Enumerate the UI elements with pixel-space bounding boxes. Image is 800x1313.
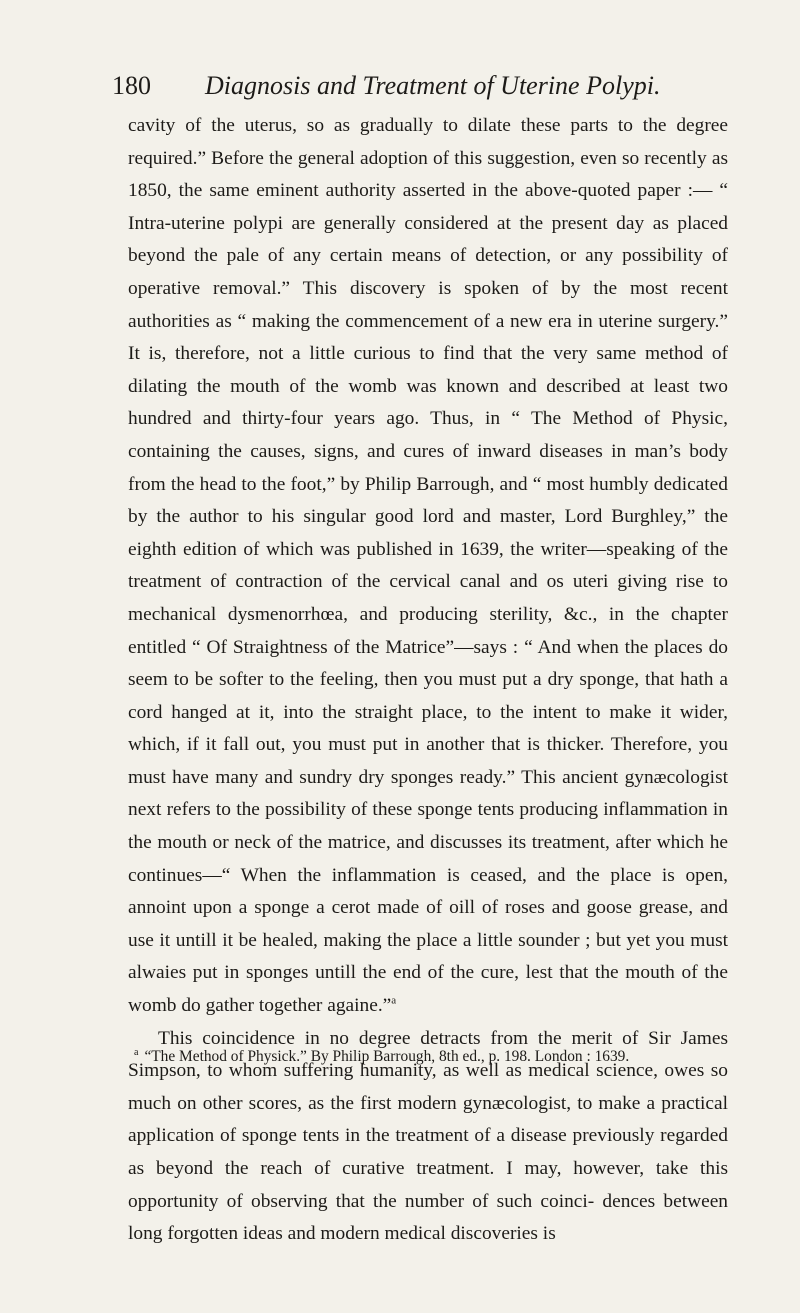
page-number: 180 <box>112 71 151 100</box>
running-title: Diagnosis and Treatment of Uterine Polypi. <box>205 71 661 100</box>
body-text <box>128 110 728 1251</box>
footnote-reference: a <box>391 994 397 1007</box>
paragraph-text: cavity of the uterus, so as gradually to dilate these parts to the degree required.” Before the general adoption of this suggestion, even so recently as 1850, the same eminent authority asserted in the above-quoted paper :— “ Intra-uterine polypi are generally considered at the present day as placed beyond the pale of any certain means of detection, or any possibility of operative removal.” This discovery is spoken of by the most recent authorities as “ making the commencement of a new era in uterine surgery.” It is, therefore, not a little curious to find that the very same method of dilating the mouth of the womb was known and described at least two hundred and thirty-four years ago. Thus, in “ The Method of Physic, containing the causes, signs, and cures of inward diseases in man’s body from the head to the foot,” by Philip Barrough, and “ most humbly dedicated by the author to his singular good lord and master, Lord Burghley,” the eighth edition of which was published in 1639, the writer—speaking of the treatment of contraction of the cervical canal and os uteri giving rise to mechanical dysmenorrhœa, and producing sterility, &c., in the chapter entitled “ Of Straightness of the Matrice”—says : “ And when the places do seem to be softer to the feeling, then you must put a dry sponge, that hath a cord hanged at it, into the straight place, to the intent to make it wider, which, if it fall out, you must put in another that is thicker. Therefore, you must have many and sundry dry sponges ready.” This ancient gynæcologist next refers to the possibility of these sponge tents producing inflammation in the mouth or neck of the matrice, and discusses its treatment, after which he continues—“ When the inflammation is ceased, and the place is open, annoint upon a sponge a cerot made of oill of roses and goose grease, and use it untill it be healed, making the place a little sounder ; but yet you must alwaies put in sponges untill the end of the cure, lest that the mouth of the womb do gather together againe.” <box>128 115 728 1017</box>
footnote-text: “The Method of Physick.” By Philip Barrough, 8th ed., p. 198. London : 1639. <box>144 1048 630 1065</box>
footnote <box>134 1046 734 1068</box>
footnote-marker: a <box>134 1046 139 1058</box>
page-header <box>112 66 732 106</box>
paragraph <box>128 110 728 1023</box>
paragraph-text: This coincidence in no degree detracts from the merit of Sir James Simpson, to whom suffering humanity, as well as medical science, owes so much on other scores, as the first modern gynæcologist, to make a practical application of sponge tents in the treatment of a disease previously regarded as beyond the reach of curative treatment. I may, however, take this opportunity of observing that the number of such coinci- dences between long forgotten ideas and modern medical discoveries is <box>128 1027 728 1245</box>
